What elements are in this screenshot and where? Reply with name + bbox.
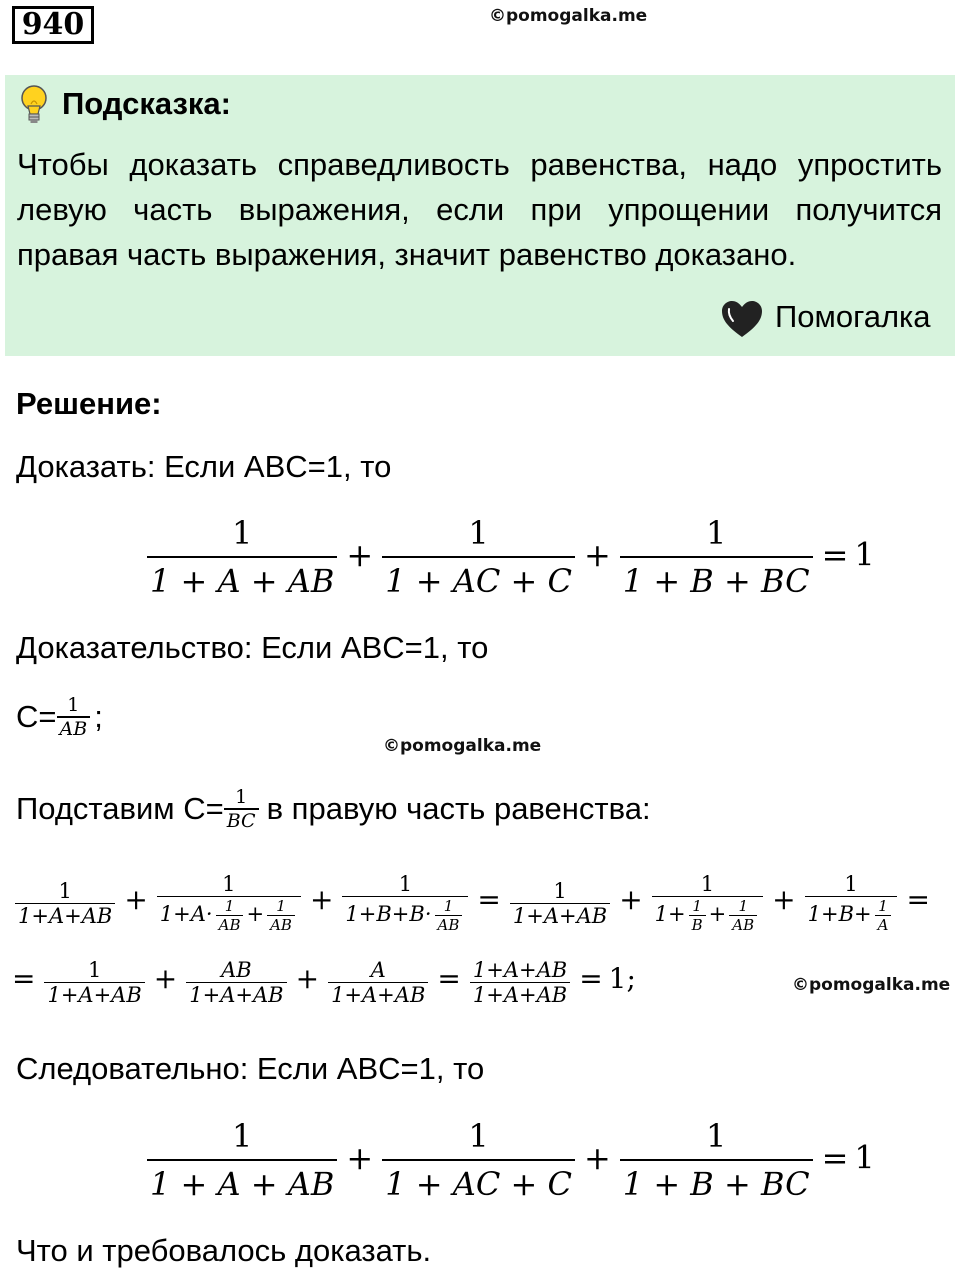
plus-sign: + <box>708 902 727 926</box>
equals-sign: = <box>906 882 930 916</box>
plus-sign: + <box>309 882 334 916</box>
plus-sign: + <box>346 535 374 574</box>
plus-sign: + <box>391 902 410 926</box>
substitute-suffix: в правую часть равенства: <box>266 791 651 826</box>
numerator: AB <box>221 958 252 982</box>
hint-title: Подсказка: <box>62 86 231 121</box>
numerator: 1 <box>553 878 567 903</box>
plus-sign: + <box>153 962 178 995</box>
denominator: AB <box>57 716 91 740</box>
numerator: 1 <box>235 786 248 808</box>
fraction <box>15 879 115 928</box>
fraction <box>44 958 144 1007</box>
denominator: 1 + A + AB <box>147 556 337 600</box>
equals-sign: = <box>437 962 461 995</box>
equals-sign: = <box>821 535 849 574</box>
denominator: 1+A+AB <box>15 903 115 928</box>
numerator: 1 <box>705 514 727 552</box>
equation-statement <box>144 514 875 600</box>
equals-sign: = <box>579 962 603 995</box>
denominator: A <box>875 915 892 934</box>
heart-icon <box>720 299 764 339</box>
plus-sign: + <box>583 535 611 574</box>
plus-sign: + <box>583 1138 611 1177</box>
fraction <box>342 872 468 934</box>
nested-fraction <box>216 897 244 934</box>
denominator: AB <box>216 915 244 934</box>
numerator: 1 <box>468 1117 489 1155</box>
denominator: 1 + B + BC <box>620 556 813 600</box>
denominator: AB <box>267 915 295 934</box>
numerator: 1 <box>705 1117 727 1155</box>
plus-sign: + <box>668 902 686 926</box>
denominator: BC <box>224 808 259 832</box>
nested-fraction <box>267 897 295 934</box>
numerator: 1 <box>224 897 235 915</box>
numerator: 1 <box>398 872 413 896</box>
computation-line-1 <box>12 872 930 934</box>
numerator: 1 <box>700 872 715 896</box>
fraction-2 <box>382 514 575 600</box>
denominator: 1+A+AB <box>186 982 286 1007</box>
brand-name: Помогалка <box>775 299 931 334</box>
denominator: 1+A+AB <box>470 982 570 1007</box>
numerator: 1 <box>738 897 748 915</box>
fraction-3 <box>620 1117 813 1203</box>
denominator: 1+A+AB <box>328 982 428 1007</box>
plus-sign: + <box>854 902 872 926</box>
equation-conclusion <box>144 1117 875 1203</box>
fraction-1 <box>147 1117 337 1203</box>
equals-sign: = <box>477 882 501 916</box>
numerator: 1 <box>232 1117 253 1155</box>
hint-text: Чтобы доказать справедливость равенства, надо упростить левую часть выражения, если при упрощении получится правая часть выражения, значит равенство доказано. <box>17 147 942 272</box>
plus-sign: + <box>772 882 796 916</box>
fraction <box>652 872 763 934</box>
prove-line: Доказать: Если ABC=1, то <box>16 449 392 484</box>
substitute-prefix: Подставим C= <box>16 791 224 826</box>
fraction <box>805 872 898 934</box>
denominator: 1 + AC + C <box>382 1159 575 1203</box>
fraction-c <box>57 694 91 740</box>
fraction <box>510 879 610 928</box>
denominator: 1+A+AB <box>44 982 144 1007</box>
therefore-line: Следовательно: Если ABC=1, то <box>16 1051 485 1086</box>
fraction-1 <box>147 514 337 600</box>
fraction-substitute <box>224 786 259 832</box>
denominator: 1+A+AB <box>510 903 610 928</box>
watermark-bottom: ©pomogalka.me <box>792 975 951 995</box>
denominator <box>342 896 468 934</box>
nested-fraction <box>729 897 757 934</box>
numerator: 1 <box>844 872 858 896</box>
numerator: 1 <box>67 694 80 716</box>
fraction <box>470 958 570 1007</box>
fraction <box>157 872 301 934</box>
numerator: 1+A+AB <box>472 958 568 982</box>
denominator: 1 + B + BC <box>620 1159 813 1203</box>
plus-sign: + <box>619 882 643 916</box>
numerator: A <box>370 958 386 982</box>
rhs: 1 <box>854 535 875 574</box>
qed-line: Что и требовалось доказать. <box>16 1233 432 1268</box>
fraction-2 <box>382 1117 575 1203</box>
term: 1+A <box>159 902 206 926</box>
plus-sign: + <box>124 882 148 916</box>
dot: · <box>424 902 432 926</box>
numerator: 1 <box>276 897 286 915</box>
numerator: 1 <box>878 897 888 915</box>
denominator: AB <box>435 915 463 934</box>
numerator: 1 <box>222 872 236 896</box>
semicolon: ; <box>94 699 103 734</box>
term: 1+B <box>807 902 854 926</box>
term: 1 <box>654 902 669 926</box>
denominator <box>652 896 763 934</box>
numerator: 1 <box>443 897 454 915</box>
rhs: 1 <box>854 1138 875 1177</box>
equals-sign: = <box>821 1138 849 1177</box>
numerator: 1 <box>468 514 489 552</box>
denominator: AB <box>729 915 757 934</box>
fraction <box>328 958 428 1007</box>
numerator: 1 <box>232 514 253 552</box>
result: 1 <box>608 962 627 995</box>
term: B <box>409 902 425 926</box>
fraction <box>186 958 286 1007</box>
solution-heading: Решение: <box>16 386 162 421</box>
term: 1+B <box>345 902 392 926</box>
watermark-middle: ©pomogalka.me <box>383 736 542 756</box>
equals-sign: = <box>12 962 36 995</box>
numerator: 1 <box>58 878 72 903</box>
lightbulb-icon <box>18 84 50 126</box>
numerator: 1 <box>692 897 702 915</box>
semicolon: ; <box>626 962 636 995</box>
watermark-top: ©pomogalka.me <box>489 6 648 26</box>
denominator: B <box>689 915 706 934</box>
computation-line-2 <box>12 958 636 1007</box>
denominator <box>157 896 301 934</box>
plus-sign: + <box>246 902 265 926</box>
denominator: 1 + A + AB <box>147 1159 337 1203</box>
nested-fraction <box>435 897 463 934</box>
nested-fraction <box>689 897 706 934</box>
denominator <box>805 896 898 934</box>
nested-fraction <box>875 897 892 934</box>
numerator: 1 <box>87 958 102 982</box>
problem-number: 940 <box>12 6 94 44</box>
dot: · <box>205 902 213 926</box>
plus-sign: + <box>295 962 320 995</box>
c-prefix: C= <box>16 699 57 734</box>
substitute-line <box>16 786 651 832</box>
plus-sign: + <box>346 1138 374 1177</box>
fraction-3 <box>620 514 813 600</box>
c-expression <box>16 694 103 740</box>
denominator: 1 + AC + C <box>382 556 575 600</box>
proof-line: Доказательство: Если ABC=1, то <box>16 630 489 665</box>
